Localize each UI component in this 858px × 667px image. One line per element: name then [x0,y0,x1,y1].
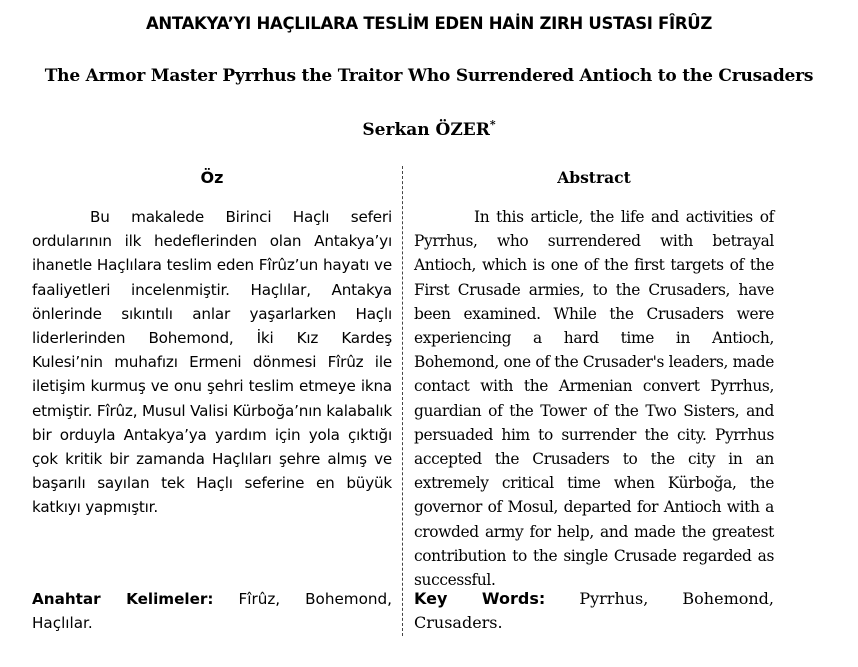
oz-keywords [32,587,392,635]
abstract-keywords-label: Key Words: [414,589,546,608]
abstract-column [414,168,774,592]
title-turkish: ANTAKYA’YI HAÇLILARA TESLİM EDEN HAİN ZIRH USTASI FÎRÛZ [145,14,713,33]
title-english: The Armor Master Pyrrhus the Traitor Who Surrendered Antioch to the Crusaders [44,66,814,86]
author [0,118,858,140]
author-name: Serkan ÖZER [362,120,490,140]
abstract-heading: Abstract [557,168,631,187]
oz-keywords-list: Fîrûz, Bohemond, Haçlılar. [32,590,392,632]
oz-body: Bu makalede Birinci Haçlı seferi ordularının ilk hedeflerinden olan Antakya’yı ihanetle Haçlılara teslim eden Fîrûz’un hayatı ve faaliyetleri incelenmiştir. Haçlılar, Antakya önlerinde sıkıntılı anlar yaşarlarken Haçlı liderlerinden Bohemond, İki Kız Kardeş Kulesi’nin muhafızı Ermeni dönmesi Fîrûz ile iletişim kurmuş ve onu şehri teslim etmeye ikna etmiştir. Fîrûz, Musul Valisi Kürboğa’nın kalabalık bir orduyla Antakya’ya yardım için yola çıktığı çok kritik bir zamanda Haçlıları şehre almış ve başarılı sayılan tek Haçlı seferine en büyük katkıyı yapmıştır. [32,208,393,517]
column-divider [402,166,403,636]
author-footnote-mark: * [489,118,496,131]
oz-keywords-label: Anahtar Kelimeler: [32,590,214,608]
oz-column [32,168,392,520]
abstract-keywords [414,587,774,635]
oz-heading: Öz [200,168,224,187]
abstract-keywords-list: Pyrrhus, Bohemond, Crusaders. [414,589,775,632]
abstract-body: In this article, the life and activities of Pyrrhus, who surrendered with betrayal Antioch, which is one of the first targets of the First Crusade armies, to the Crusaders, have been examined. While the Crusaders were experiencing a hard time in Antioch, Bohemond, one of the Crusader's leaders, made contact with the Armenian convert Pyrrhus, guardian of the Tower of the Two Sisters, and persuaded him to surrender the city. Pyrrhus accepted the Crusaders to the city in an extremely critical time when Kürboğa, the governor of Mosul, departed for Antioch with a crowded army for help, and made the greatest contribution to the single Crusade regarded as successful. [414,208,774,590]
